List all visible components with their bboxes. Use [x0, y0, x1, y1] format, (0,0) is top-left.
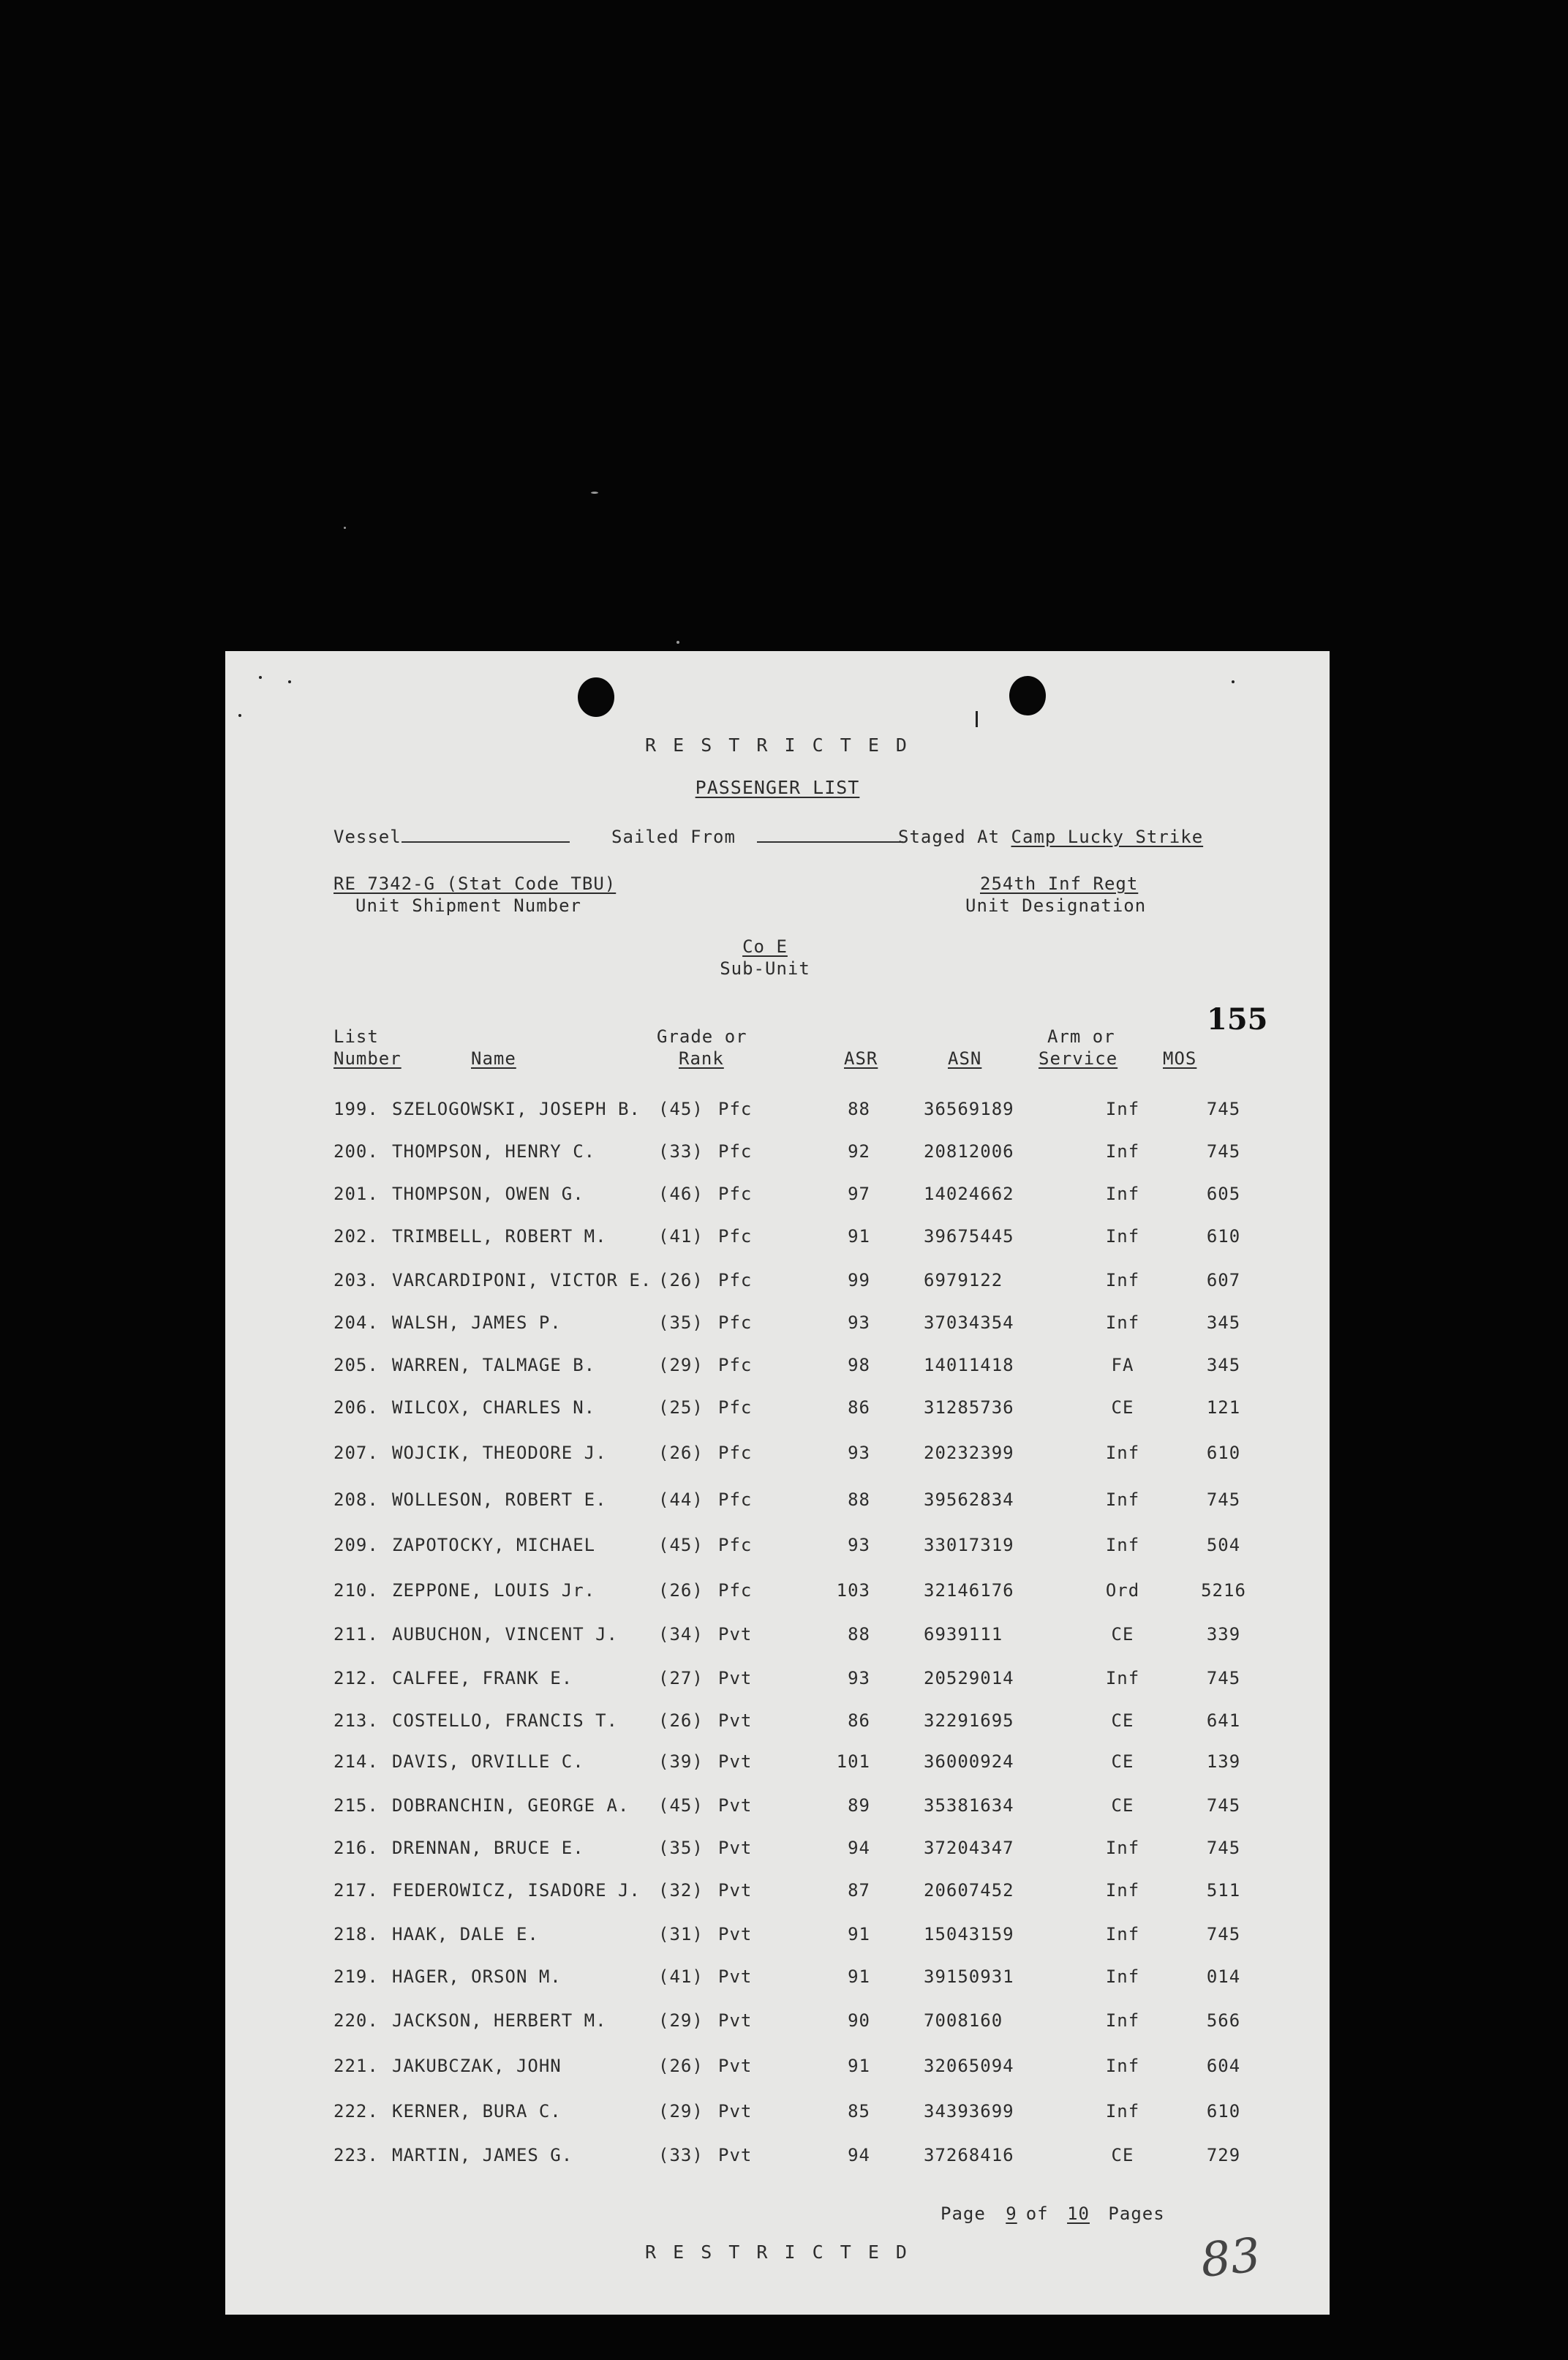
- grade-rank: Pfc: [718, 1535, 753, 1555]
- passenger-name: DOBRANCHIN, GEORGE A.: [392, 1795, 630, 1816]
- list-number: 213.: [333, 1710, 379, 1731]
- list-number: 218.: [333, 1924, 379, 1944]
- asr-score: 91: [848, 1924, 870, 1944]
- passenger-name: ZEPPONE, LOUIS Jr.: [392, 1580, 596, 1601]
- mos-code: 745: [1206, 1099, 1241, 1119]
- grade-rank: Pfc: [718, 1489, 753, 1510]
- arm-or-service: CE: [1111, 1397, 1134, 1418]
- mos-code: 566: [1206, 2010, 1241, 2031]
- grade-rank: Pvt: [718, 2010, 753, 2031]
- age: (26): [658, 1710, 704, 1731]
- dust-speck: [344, 527, 346, 529]
- ink-mark: [238, 714, 241, 717]
- arm-or-service: Inf: [1105, 1966, 1140, 1987]
- army-serial-number: 37204347: [924, 1838, 1014, 1858]
- asr-score: 90: [848, 2010, 870, 2031]
- age: (31): [658, 1924, 704, 1944]
- arm-or-service: Inf: [1105, 2101, 1140, 2122]
- age: (41): [658, 1226, 704, 1247]
- asr-score: 99: [848, 1270, 870, 1290]
- list-number: 206.: [333, 1397, 379, 1418]
- arm-or-service: Inf: [1105, 1880, 1140, 1901]
- army-serial-number: 37034354: [924, 1312, 1014, 1333]
- army-serial-number: 15043159: [924, 1924, 1014, 1944]
- army-serial-number: 20607452: [924, 1880, 1014, 1901]
- table-row: [225, 1226, 1330, 1255]
- army-serial-number: 35381634: [924, 1795, 1014, 1816]
- passenger-name: THOMPSON, HENRY C.: [392, 1141, 596, 1162]
- arm-or-service-header: Arm or Service: [1039, 1026, 1118, 1069]
- age: (45): [658, 1795, 704, 1816]
- grade-rank: Pfc: [718, 1312, 753, 1333]
- arm-or-service: Inf: [1105, 1443, 1140, 1463]
- asr-score: 101: [836, 1751, 870, 1772]
- dust-speck: [676, 641, 679, 644]
- asr-score: 94: [848, 1838, 870, 1858]
- army-serial-number: 31285736: [924, 1397, 1014, 1418]
- age: (26): [658, 1443, 704, 1463]
- grade-rank: Pvt: [718, 1924, 753, 1944]
- army-serial-number: 39562834: [924, 1489, 1014, 1510]
- ink-mark: [288, 680, 291, 683]
- age: (39): [658, 1751, 704, 1772]
- age: (32): [658, 1880, 704, 1901]
- mos-code: 729: [1206, 2145, 1241, 2165]
- list-number: 210.: [333, 1580, 379, 1601]
- age: (45): [658, 1535, 704, 1555]
- list-number: 202.: [333, 1226, 379, 1247]
- asr-score: 91: [848, 2056, 870, 2076]
- asr-score: 103: [836, 1580, 870, 1601]
- army-serial-number: 36569189: [924, 1099, 1014, 1119]
- asr-score: 86: [848, 1710, 870, 1731]
- list-number: 215.: [333, 1795, 379, 1816]
- passenger-name: ZAPOTOCKY, MICHAEL: [392, 1535, 596, 1555]
- table-row: [225, 1751, 1330, 1781]
- mos-code: 604: [1206, 2056, 1241, 2076]
- grade-rank: Pvt: [718, 1966, 753, 1987]
- arm-or-service: Inf: [1105, 1099, 1140, 1119]
- staged-at-line: [898, 827, 1203, 847]
- grade-rank: Pvt: [718, 1795, 753, 1816]
- passenger-name: JACKSON, HERBERT M.: [392, 2010, 607, 2031]
- grade-rank: Pfc: [718, 1580, 753, 1601]
- asr-header: ASR: [844, 1048, 878, 1069]
- asr-score: 91: [848, 1966, 870, 1987]
- list-number: 209.: [333, 1535, 379, 1555]
- list-number: 204.: [333, 1312, 379, 1333]
- asr-score: 97: [848, 1184, 870, 1204]
- passenger-name: TRIMBELL, ROBERT M.: [392, 1226, 607, 1247]
- army-serial-number: 7008160: [924, 2010, 1003, 2031]
- list-number: 222.: [333, 2101, 379, 2122]
- arm-or-service: Inf: [1105, 1184, 1140, 1204]
- list-number: 219.: [333, 1966, 379, 1987]
- sailed-from-blank: [757, 827, 903, 843]
- age: (29): [658, 2101, 704, 2122]
- unit-shipment-number-label: Unit Shipment Number: [355, 895, 581, 916]
- grade-rank: Pvt: [718, 2056, 753, 2076]
- list-number: 214.: [333, 1751, 379, 1772]
- list-number: 220.: [333, 2010, 379, 2031]
- table-row: [225, 1795, 1330, 1825]
- mos-code: 745: [1206, 1795, 1241, 1816]
- asr-score: 98: [848, 1355, 870, 1375]
- mos-code: 610: [1206, 2101, 1241, 2122]
- passenger-name: FEDEROWICZ, ISADORE J.: [392, 1880, 641, 1901]
- grade-rank: Pfc: [718, 1397, 753, 1418]
- asr-score: 92: [848, 1141, 870, 1162]
- mos-code: 345: [1206, 1312, 1241, 1333]
- punch-hole-left: [578, 677, 614, 717]
- table-row: [225, 1443, 1330, 1472]
- list-number: 212.: [333, 1668, 379, 1688]
- table-row: [225, 1312, 1330, 1342]
- page-total: 10: [1067, 2203, 1090, 2224]
- army-serial-number: 6939111: [924, 1624, 1003, 1645]
- mos-code: 121: [1206, 1397, 1241, 1418]
- mos-header: MOS: [1163, 1048, 1197, 1069]
- passenger-name: JAKUBCZAK, JOHN: [392, 2056, 562, 2076]
- army-serial-number: 14024662: [924, 1184, 1014, 1204]
- ink-mark: [976, 711, 978, 727]
- mos-code: 745: [1206, 1924, 1241, 1944]
- list-number: 207.: [333, 1443, 379, 1463]
- age: (46): [658, 1184, 704, 1204]
- arm-or-service: Ord: [1105, 1580, 1140, 1601]
- mos-code: 745: [1206, 1141, 1241, 1162]
- grade-rank: Pfc: [718, 1141, 753, 1162]
- sub-unit-label: Sub-Unit: [720, 958, 810, 979]
- grade-rank: Pvt: [718, 2145, 753, 2165]
- table-row: [225, 2010, 1330, 2040]
- arm-or-service: Inf: [1105, 1838, 1140, 1858]
- mos-code: 610: [1206, 1443, 1241, 1463]
- age: (26): [658, 1270, 704, 1290]
- handwritten-page-number: 83: [1198, 2228, 1264, 2289]
- grade-rank: Pvt: [718, 2101, 753, 2122]
- page-current: 9: [1006, 2203, 1017, 2224]
- grade-rank: Pfc: [718, 1443, 753, 1463]
- grade-header: Grade or Rank: [657, 1026, 747, 1069]
- passenger-name: THOMPSON, OWEN G.: [392, 1184, 584, 1204]
- arm-or-service: CE: [1111, 1795, 1134, 1816]
- asr-score: 87: [848, 1880, 870, 1901]
- age: (45): [658, 1099, 704, 1119]
- grade-rank: Pfc: [718, 1099, 753, 1119]
- table-row: [225, 1710, 1330, 1740]
- passenger-name: HAAK, DALE E.: [392, 1924, 539, 1944]
- table-row: [225, 1838, 1330, 1867]
- arm-or-service: Inf: [1105, 2010, 1140, 2031]
- dust-speck: [591, 492, 598, 494]
- mos-code: 745: [1206, 1668, 1241, 1688]
- army-serial-number: 32291695: [924, 1710, 1014, 1731]
- list-number: 199.: [333, 1099, 379, 1119]
- passenger-name: COSTELLO, FRANCIS T.: [392, 1710, 618, 1731]
- mos-code: 745: [1206, 1838, 1241, 1858]
- age: (35): [658, 1312, 704, 1333]
- mos-code: 504: [1206, 1535, 1241, 1555]
- table-row: [225, 1880, 1330, 1909]
- asn-header: ASN: [948, 1048, 982, 1069]
- asr-score: 86: [848, 1397, 870, 1418]
- table-row: [225, 1141, 1330, 1170]
- sub-unit-value: Co E: [742, 936, 788, 957]
- grade-rank: Pvt: [718, 1668, 753, 1688]
- table-row: [225, 1668, 1330, 1697]
- age: (34): [658, 1624, 704, 1645]
- arm-or-service: CE: [1111, 2145, 1134, 2165]
- asr-score: 93: [848, 1535, 870, 1555]
- unit-designation-value: 254th Inf Regt: [980, 873, 1139, 894]
- passenger-name: WOJCIK, THEODORE J.: [392, 1443, 607, 1463]
- ink-mark: [1232, 680, 1235, 683]
- list-number: 201.: [333, 1184, 379, 1204]
- grade-rank: Pvt: [718, 1624, 753, 1645]
- asr-score: 85: [848, 2101, 870, 2122]
- army-serial-number: 33017319: [924, 1535, 1014, 1555]
- table-row: [225, 2145, 1330, 2174]
- vessel-blank: [402, 827, 570, 843]
- passenger-name: HAGER, ORSON M.: [392, 1966, 562, 1987]
- age: (26): [658, 1580, 704, 1601]
- passenger-name: KERNER, BURA C.: [392, 2101, 562, 2122]
- passenger-list-page: [225, 651, 1330, 2315]
- age: (27): [658, 1668, 704, 1688]
- grade-rank: Pvt: [718, 1710, 753, 1731]
- mos-code: 610: [1206, 1226, 1241, 1247]
- restricted-header: R E S T R I C T E D: [645, 734, 910, 756]
- mos-code: 139: [1206, 1751, 1241, 1772]
- army-serial-number: 32146176: [924, 1580, 1014, 1601]
- table-row: [225, 1924, 1330, 1953]
- army-serial-number: 6979122: [924, 1270, 1003, 1290]
- age: (29): [658, 1355, 704, 1375]
- arm-or-service: CE: [1111, 1624, 1134, 1645]
- asr-score: 93: [848, 1312, 870, 1333]
- mos-code: 345: [1206, 1355, 1241, 1375]
- vessel-line: [333, 827, 570, 847]
- sailed-from-label: Sailed From: [611, 827, 736, 847]
- page-stamp-number: 155: [1207, 1002, 1268, 1037]
- arm-or-service: Inf: [1105, 1489, 1140, 1510]
- unit-shipment-number-value: RE 7342-G (Stat Code TBU): [333, 873, 617, 894]
- arm-or-service: CE: [1111, 1710, 1134, 1731]
- list-number: 211.: [333, 1624, 379, 1645]
- sailed-from-line: [611, 827, 903, 847]
- passenger-name: WARREN, TALMAGE B.: [392, 1355, 596, 1375]
- mos-code: 745: [1206, 1489, 1241, 1510]
- passenger-name: AUBUCHON, VINCENT J.: [392, 1624, 618, 1645]
- punch-hole-right: [1009, 676, 1046, 715]
- table-row: [225, 1184, 1330, 1213]
- army-serial-number: 39675445: [924, 1226, 1014, 1247]
- list-number: 208.: [333, 1489, 379, 1510]
- page-count: Page 9 of 10 Pages: [941, 2203, 1165, 2224]
- table-row: [225, 1489, 1330, 1519]
- restricted-footer: R E S T R I C T E D: [645, 2241, 910, 2263]
- grade-rank: Pvt: [718, 1751, 753, 1772]
- army-serial-number: 37268416: [924, 2145, 1014, 2165]
- staged-at-label: Staged At: [898, 827, 1000, 847]
- army-serial-number: 20232399: [924, 1443, 1014, 1463]
- army-serial-number: 34393699: [924, 2101, 1014, 2122]
- staged-at-value: Camp Lucky Strike: [1011, 827, 1204, 847]
- asr-score: 91: [848, 1226, 870, 1247]
- age: (26): [658, 2056, 704, 2076]
- table-row: [225, 1099, 1330, 1128]
- arm-or-service: Inf: [1105, 1270, 1140, 1290]
- name-header: Name: [471, 1048, 516, 1069]
- grade-rank: Pfc: [718, 1226, 753, 1247]
- passenger-name: DRENNAN, BRUCE E.: [392, 1838, 584, 1858]
- asr-score: 89: [848, 1795, 870, 1816]
- passenger-name: CALFEE, FRANK E.: [392, 1668, 573, 1688]
- mos-code: 5216: [1201, 1580, 1246, 1601]
- list-number: 223.: [333, 2145, 379, 2165]
- document-title: PASSENGER LIST: [695, 777, 860, 798]
- passenger-name: VARCARDIPONI, VICTOR E.: [392, 1270, 652, 1290]
- passenger-name: WILCOX, CHARLES N.: [392, 1397, 596, 1418]
- age: (41): [658, 1966, 704, 1987]
- arm-or-service: Inf: [1105, 1535, 1140, 1555]
- mos-code: 511: [1206, 1880, 1241, 1901]
- arm-or-service: CE: [1111, 1751, 1134, 1772]
- mos-code: 605: [1206, 1184, 1241, 1204]
- passenger-name: SZELOGOWSKI, JOSEPH B.: [392, 1099, 641, 1119]
- asr-score: 88: [848, 1489, 870, 1510]
- passenger-name: DAVIS, ORVILLE C.: [392, 1751, 584, 1772]
- table-row: [225, 1624, 1330, 1653]
- list-number: 217.: [333, 1880, 379, 1901]
- passenger-name: WALSH, JAMES P.: [392, 1312, 562, 1333]
- grade-rank: Pfc: [718, 1184, 753, 1204]
- grade-rank: Pvt: [718, 1838, 753, 1858]
- arm-or-service: Inf: [1105, 2056, 1140, 2076]
- asr-score: 94: [848, 2145, 870, 2165]
- grade-rank: Pfc: [718, 1270, 753, 1290]
- list-number: 221.: [333, 2056, 379, 2076]
- age: (33): [658, 1141, 704, 1162]
- table-row: [225, 1397, 1330, 1427]
- age: (35): [658, 1838, 704, 1858]
- army-serial-number: 14011418: [924, 1355, 1014, 1375]
- list-number: 203.: [333, 1270, 379, 1290]
- ink-mark: [259, 676, 262, 679]
- mos-code: 339: [1206, 1624, 1241, 1645]
- grade-rank: Pvt: [718, 1880, 753, 1901]
- age: (25): [658, 1397, 704, 1418]
- asr-score: 93: [848, 1668, 870, 1688]
- arm-or-service: Inf: [1105, 1226, 1140, 1247]
- list-number: 200.: [333, 1141, 379, 1162]
- army-serial-number: 20812006: [924, 1141, 1014, 1162]
- arm-or-service: Inf: [1105, 1141, 1140, 1162]
- table-row: [225, 1966, 1330, 1996]
- list-number: 205.: [333, 1355, 379, 1375]
- passenger-name: WOLLESON, ROBERT E.: [392, 1489, 607, 1510]
- unit-designation-label: Unit Designation: [965, 895, 1147, 916]
- vessel-label: Vessel: [333, 827, 402, 847]
- table-row: [225, 2056, 1330, 2085]
- army-serial-number: 32065094: [924, 2056, 1014, 2076]
- army-serial-number: 36000924: [924, 1751, 1014, 1772]
- mos-code: 607: [1206, 1270, 1241, 1290]
- army-serial-number: 39150931: [924, 1966, 1014, 1987]
- passenger-name: MARTIN, JAMES G.: [392, 2145, 573, 2165]
- list-number: 216.: [333, 1838, 379, 1858]
- asr-score: 88: [848, 1624, 870, 1645]
- grade-rank: Pfc: [718, 1355, 753, 1375]
- list-number-header: List Number: [333, 1026, 402, 1069]
- arm-or-service: Inf: [1105, 1312, 1140, 1333]
- age: (29): [658, 2010, 704, 2031]
- age: (33): [658, 2145, 704, 2165]
- table-row: [225, 1535, 1330, 1564]
- asr-score: 93: [848, 1443, 870, 1463]
- arm-or-service: FA: [1111, 1355, 1134, 1375]
- table-row: [225, 2101, 1330, 2130]
- mos-code: 014: [1206, 1966, 1241, 1987]
- arm-or-service: Inf: [1105, 1668, 1140, 1688]
- age: (44): [658, 1489, 704, 1510]
- arm-or-service: Inf: [1105, 1924, 1140, 1944]
- table-row: [225, 1580, 1330, 1609]
- mos-code: 641: [1206, 1710, 1241, 1731]
- asr-score: 88: [848, 1099, 870, 1119]
- table-row: [225, 1355, 1330, 1384]
- army-serial-number: 20529014: [924, 1668, 1014, 1688]
- table-row: [225, 1270, 1330, 1299]
